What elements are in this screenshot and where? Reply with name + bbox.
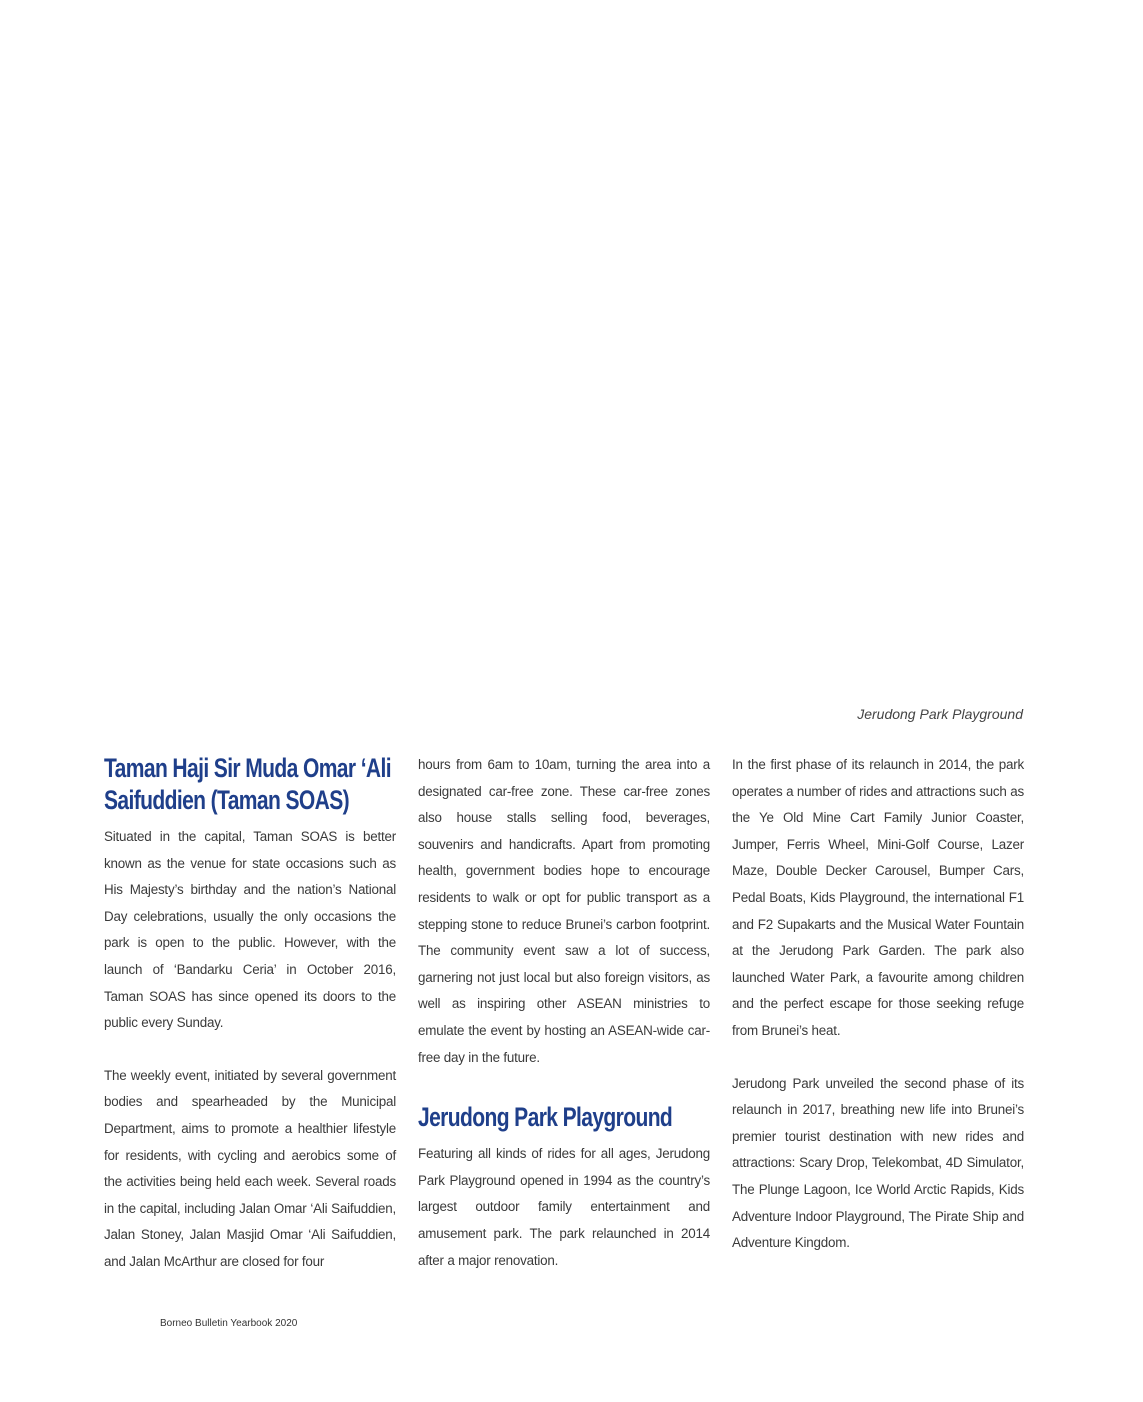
paragraph-spacer bbox=[732, 1045, 1024, 1071]
paragraph: hours from 6am to 10am, turning the area into a designated car-free zone. These car-free zones also house stalls selling food, beverages, souvenirs and handicrafts. Apart from promoting health, government bodies hope to encourage residents to walk or opt for public transport as a stepping stone to reduce Brunei’s carbon footprint. The community event saw a lot of success, garnering not just local but also foreign visitors, as well as inspiring other ASEAN ministries to emulate the event by hosting an ASEAN-wide car-free day in the future. bbox=[418, 757, 710, 1065]
paragraph: Jerudong Park unveiled the second phase of its relaunch in 2017, breathing new life into Brunei’s premier tourist destination with new rides and attractions: Scary Drop, Telekombat, 4D Simulator, The Plunge Lagoon, Ice World Arctic Rapids, Kids Adventure Indoor Playground, The Pirate Ship and Adventure Kingdom. bbox=[732, 1075, 1024, 1251]
footer-publication: Borneo Bulletin Yearbook 2020 bbox=[160, 1318, 298, 1329]
paragraph: The weekly event, initiated by several government bodies and spearheaded by the Municipal Department, aims to promote a healthier lifestyle for residents, with cycling and aerobics some of the activities being held each week. Several roads in the capital, including Jalan Omar ‘Ali Saifuddien, Jalan Stoney, Jalan Masjid Omar ‘Ali Saifuddien, and Jalan McArthur are closed for four bbox=[104, 1067, 396, 1269]
section-heading-jerudong-park: Jerudong Park Playground bbox=[418, 1102, 673, 1133]
paragraph: Situated in the capital, Taman SOAS is better known as the venue for state occasions such as His Majesty’s birthday and the nation’s National Day celebrations, usually the only occasions the park is open to the public. However, with the launch of ‘Bandarku Ceria’ in October 2016, Taman SOAS has since opened its doors to the public every Sunday. bbox=[104, 829, 396, 1031]
paragraph: Featuring all kinds of rides for all ages, Jerudong Park Playground opened in 1994 as the country’s largest outdoor family entertainment and amusement park. The park relaunched in 2014 after a major renovation. bbox=[418, 1146, 710, 1268]
paragraph-spacer bbox=[104, 1037, 396, 1063]
paragraph: In the first phase of its relaunch in 2014, the park operates a number of rides and attractions such as the Ye Old Mine Cart Family Junior Coaster, Jumper, Ferris Wheel, Mini-Golf Course, Lazer Maze, Double Decker Carousel, Bumper Cars, Pedal Boats, Kids Playground, the international F1 and F2 Supakarts and the Musical Water Fountain at the Jerudong Park Garden. The park also launched Water Park, a favourite among children and the perfect escape for those seeking refuge from Brunei’s heat. bbox=[732, 757, 1024, 1038]
paragraph-spacer bbox=[418, 1071, 710, 1101]
section-heading-taman-soas: Taman Haji Sir Muda Omar ‘Ali Saifuddien (Taman SOAS) bbox=[104, 753, 391, 815]
photo-caption: Jerudong Park Playground bbox=[857, 706, 1023, 722]
photo-area bbox=[0, 0, 1143, 700]
column-2 bbox=[418, 752, 710, 1274]
column-1 bbox=[104, 752, 396, 1276]
column-3 bbox=[732, 752, 1024, 1257]
